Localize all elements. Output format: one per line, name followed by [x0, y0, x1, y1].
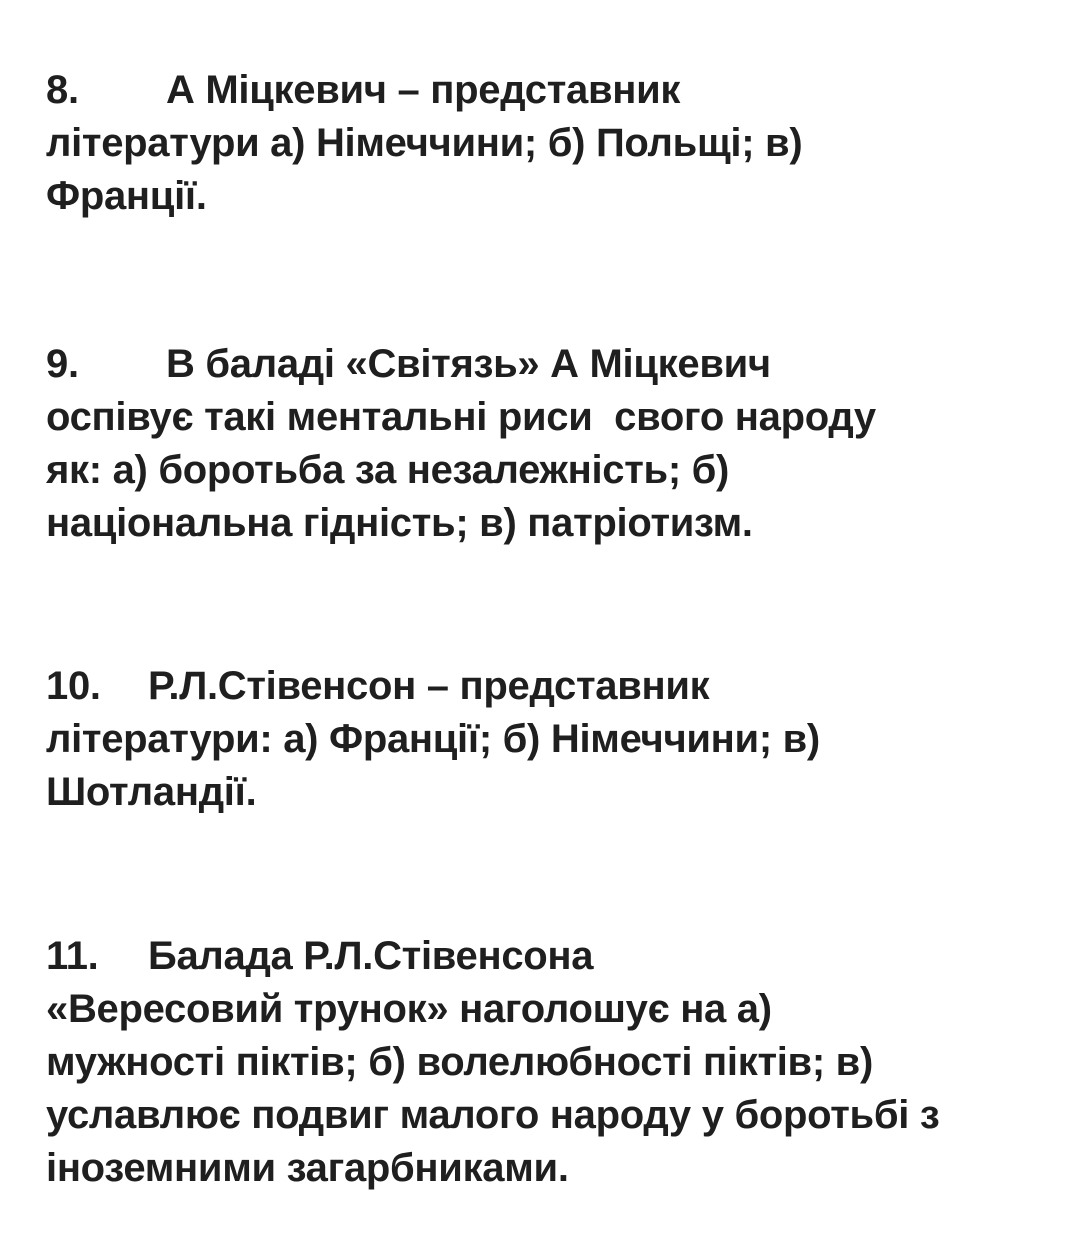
question-9-line-3: як: а) боротьба за незалежність; б) — [46, 448, 730, 492]
question-9-line-1 — [46, 338, 1046, 391]
question-9-line-2: оспівує такі ментальні риси свого народу — [46, 395, 876, 439]
question-8-line-1 — [46, 64, 1046, 117]
question-10-number: 10. — [46, 664, 101, 708]
question-8 — [46, 64, 1046, 223]
question-11-line-3: мужності піктів; б) волелюбності піктів; в) — [46, 1040, 873, 1084]
question-11-line-2: «Вересовий трунок» наголошує на а) — [46, 987, 772, 1031]
question-8-line-3: Франції. — [46, 174, 207, 218]
question-9-number: 9. — [46, 342, 79, 386]
question-10-line-3: Шотландії. — [46, 770, 257, 814]
question-8-text-1: А Міцкевич – представник — [166, 68, 681, 112]
question-8-number: 8. — [46, 68, 79, 112]
question-11-line-4: уславлює подвиг малого народу у боротьбі з — [46, 1093, 940, 1137]
question-10-line-1 — [46, 660, 1046, 713]
question-11-line-1 — [46, 930, 1046, 983]
question-10 — [46, 660, 1046, 819]
question-11-line-5: іноземними загарбниками. — [46, 1146, 569, 1190]
question-11-text-1: Балада Р.Л.Стівенсона — [148, 934, 594, 978]
question-10-line-2: літератури: а) Франції; б) Німеччини; в) — [46, 717, 820, 761]
question-8-line-2: літератури а) Німеччини; б) Польщі; в) — [46, 121, 803, 165]
question-9-text-1: В баладі «Світязь» А Міцкевич — [166, 342, 771, 386]
question-11 — [46, 930, 1046, 1195]
question-10-text-1: Р.Л.Стівенсон – представник — [148, 664, 710, 708]
question-9 — [46, 338, 1046, 550]
question-9-line-4: національна гідність; в) патріотизм. — [46, 501, 753, 545]
question-11-number: 11. — [46, 934, 99, 978]
